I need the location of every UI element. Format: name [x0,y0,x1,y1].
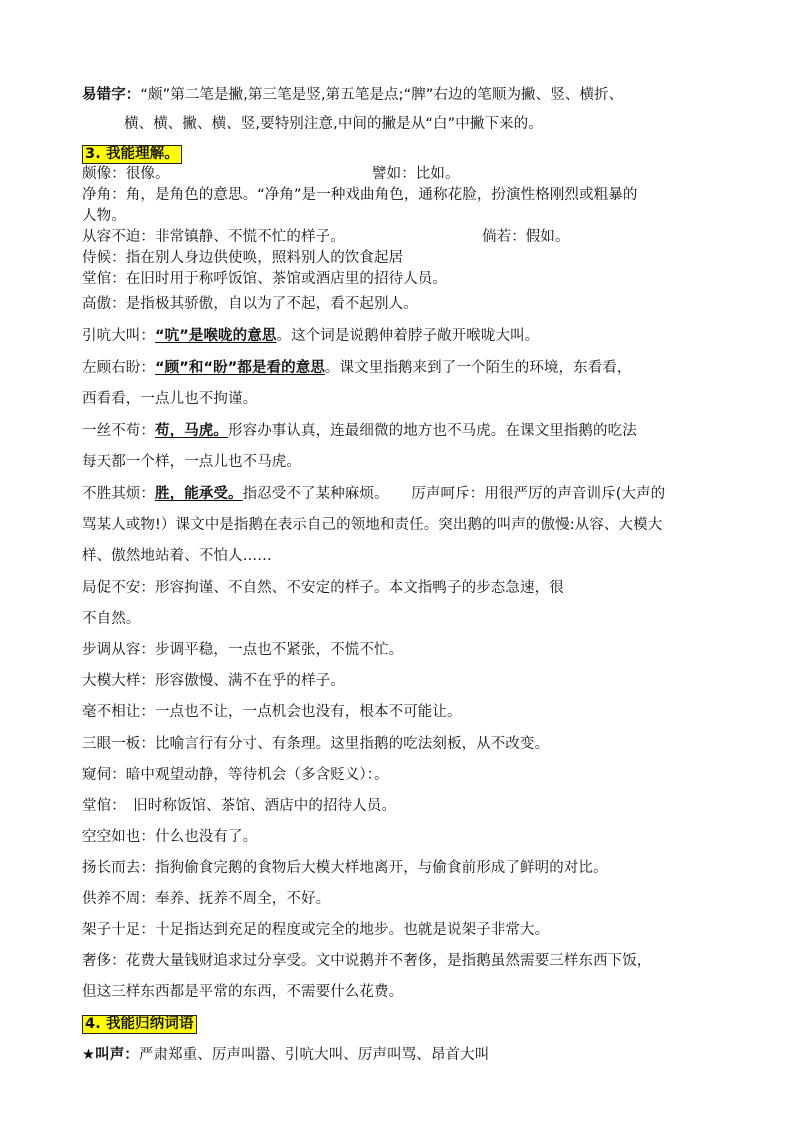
entry-tangruo: 倘若：假如。 [482,229,570,245]
entry-tangguan-1: 堂倌：在旧时用于称呼饭馆、茶馆或酒店里的招待人员。 [82,271,447,287]
entry-sanyan: 三眼一板：比喻言行有分寸、有条理。这里指鹅的吃法刻板，从不改变。 [82,736,550,752]
entry-yinhang: 引吭大叫：“吭”是喉咙的意思。这个词是说鹅伸着脖子敞开喉咙大叫。 [82,328,540,344]
entry-jingjiao-2: 人物。 [82,208,126,224]
entry-lisheng: 厉声呵斥：用很严厉的声音训斥(大声的 [411,486,666,502]
entry-zuogu: 左顾右盼：“顾”和“盼”都是看的意思。课文里指鹅来到了一个陌生的环境，东看看， [82,360,632,376]
entry-congrong: 从容不迫：非常镇静、不慌不忙的样子。 倘若：假如。 [82,229,570,245]
entry-shihou: 侍候：指在别人身边供使唤，照料别人的饮食起居 [82,250,404,266]
easy-wrong-line-1: 易错字：“颇”第二笔是撇,第三笔是竖,第五笔是点;“脾”右边的笔顺为撇、竖、横折、 [82,87,624,103]
section-4-heading-row [82,1015,722,1034]
entry-lisheng-2: 骂某人或物!）课文中是指鹅在表示自己的领地和责任。突出鹅的叫声的傲慢:从容、大模大 [82,517,663,533]
section-4-heading: 4. 我能归纳词语 [82,1015,197,1034]
entry-yangchang: 扬长而去：指狗偷食完鹅的食物后大模大样地离开，与偷食前形成了鲜明的对比。 [82,860,608,876]
star-label: ★叫声： [82,1047,139,1063]
entry-piru: 譬如：比如。 [372,166,460,182]
entry-zuogu-2: 西看看，一点儿也不拘谨。 [82,391,258,407]
entry-jingjiao-1: 净角：角，是角色的意思。“净角”是一种戏曲角色，通称花脸，扮演性格刚烈或粗暴的 [82,187,638,203]
entry-budiao: 步调从容：步调平稳，一点也不紧张，不慌不忙。 [82,642,404,658]
entry-yisi: 一丝不苟：苟，马虎。形容办事认真，连最细微的地方也不马虎。在课文里指鹅的吃法 [82,423,637,439]
entry-haobu: 毫不相让：一点也不让，一点机会也没有，根本不可能让。 [82,704,462,720]
entry-yisi-2: 每天都一个样，一点儿也不马虎。 [82,454,301,470]
word-list: 严肃郑重、厉声叫嚣、引吭大叫、厉声叫骂、昂首大叫 [138,1047,490,1063]
easy-wrong-line-2: 横、横、撇、横、竖,要特别注意,中间的撇是从“白”中撇下来的。 [124,116,543,132]
entry-damo: 大模大样：形容傲慢、满不在乎的样子。 [82,673,345,689]
entry-shechi-2: 但这三样东西都是平常的东西，不需要什么花费。 [82,984,404,1000]
entry-gaoao: 高傲：是指极其骄傲，自以为了不起，看不起别人。 [82,296,418,312]
entry-jiazi: 架子十足：十足指达到充足的程度或完全的地步。也就是说架子非常大。 [82,922,550,938]
entry-kuisi: 窥伺：暗中观望动静，等待机会（多含贬义）：。 [82,767,389,783]
section-3-heading: 3. 我能理解。 [82,145,182,164]
entry-shechi-1: 奢侈：花费大量钱财追求过分享受。文中说鹅并不奢侈，是指鹅虽然需要三样东西下饭， [82,953,652,969]
entry-lisheng-3: 样、傲然地站着、不怕人…… [82,548,272,564]
entry-jucu-1: 局促不安：形容拘谨、不自然、不安定的样子。本文指鸭子的步态急速，很 [82,580,564,596]
entry-jucu-2: 不自然。 [82,611,141,627]
entry-poxiang: 颇像：很像。 譬如：比如。 [82,166,460,182]
entry-gongyang: 供养不周：奉养、抚养不周全，不好。 [82,891,331,907]
easy-wrong-label: 易错字： [82,87,141,103]
entry-kongkong: 空空如也：什么也没有了。 [82,829,258,845]
entry-tangguan-2: 堂倌： 旧时称饭馆、茶馆、酒店中的招待人员。 [82,798,396,814]
section-4-words-row [82,1046,722,1064]
entry-busheng: 不胜其烦：胜，能承受。指忍受不了某种麻烦。 厉声呵斥：用很严厉的声音训斥(大声的 [82,486,666,502]
section-3-heading-row [82,145,722,164]
